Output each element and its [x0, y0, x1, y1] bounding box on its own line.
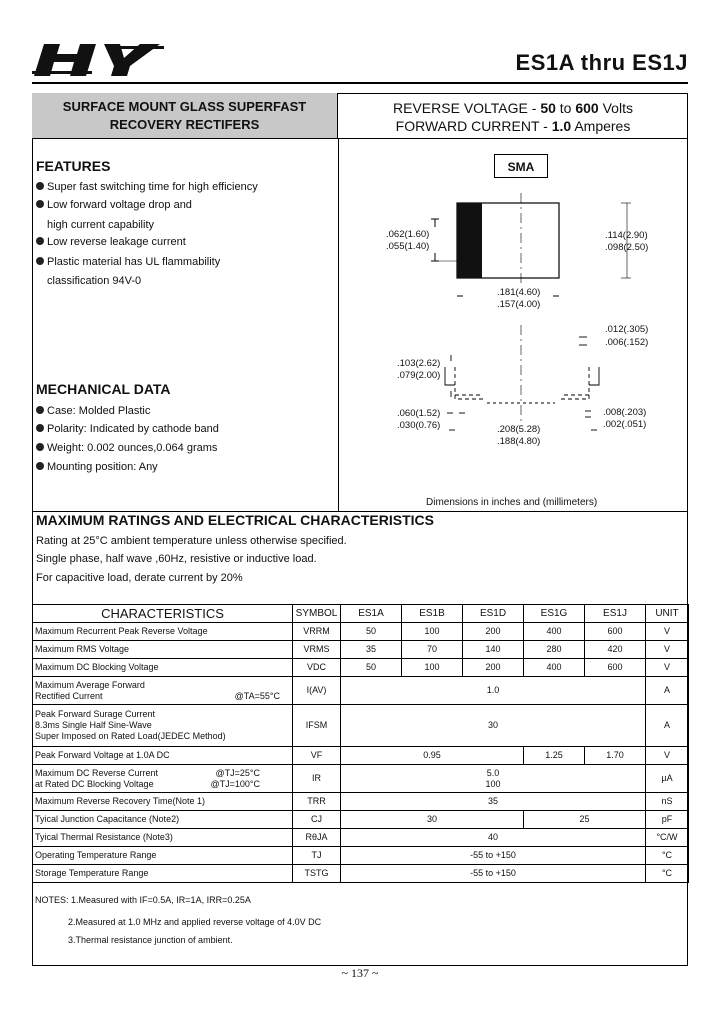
row-symbol: TSTG [293, 865, 341, 883]
bullet-icon [36, 406, 44, 414]
dimension-note: Dimensions in inches and (millimeters) [426, 497, 598, 508]
mechanical-text: Case: Molded Plastic [47, 405, 151, 417]
cell-value-line: 100 [485, 778, 501, 789]
row-symbol: IR [293, 765, 341, 793]
mechanical-item [36, 442, 217, 455]
row-label: Tyical Junction Capacitance (Note2) [33, 811, 293, 829]
table-row [33, 677, 689, 705]
table-row [33, 829, 689, 847]
row-label-line: Peak Forward Surage Current [35, 709, 156, 719]
header-symbol: SYMBOL [293, 605, 341, 623]
cell-value: 600 [585, 659, 646, 677]
row-label-line [35, 691, 290, 702]
forward-current-line [338, 117, 688, 135]
dim-lead-thickness-min: .006(.152) [605, 337, 649, 348]
forward-current-unit: Amperes [574, 118, 631, 134]
row-condition: @TJ=25°C [215, 767, 260, 778]
row-unit: A [646, 677, 689, 705]
dim-body-height-min: .098(2.50) [605, 242, 649, 253]
cell-value: 35 [341, 641, 402, 659]
package-outline-drawing [339, 185, 687, 495]
brand-logo [30, 40, 170, 80]
note-1: NOTES: 1.Measured with IF=0.5A, IR=1A, IRR=0.25A [35, 895, 251, 905]
bullet-icon [36, 200, 44, 208]
note-2: 2.Measured at 1.0 MHz and applied reverse voltage of 4.0V DC [68, 917, 322, 927]
row-symbol: VRRM [293, 623, 341, 641]
row-label-line: 8.3ms Single Half Sine-Wave [35, 720, 152, 730]
dim-body-height-max: .114(2.90) [605, 230, 648, 241]
page-number: ~ 137 ~ [341, 966, 379, 980]
cell-value: 400 [524, 623, 585, 641]
row-label: Maximum Recurrent Peak Reverse Voltage [33, 623, 293, 641]
row-unit: °C/W [646, 829, 689, 847]
ratings-heading: MAXIMUM RATINGS AND ELECTRICAL CHARACTERISTICS [36, 512, 434, 528]
cell-value-line: 5.0 [486, 767, 500, 778]
cell-value: 30 [341, 811, 524, 829]
dim-body-width-max: .181(4.60) [497, 287, 541, 298]
cell-value: 50 [341, 659, 402, 677]
reverse-voltage-to: to [559, 100, 572, 116]
cell-value: 600 [585, 623, 646, 641]
reverse-voltage-line [338, 99, 688, 117]
feature-item [36, 256, 220, 269]
mechanical-text: Polarity: Indicated by cathode band [47, 423, 219, 435]
bullet-icon [36, 424, 44, 432]
row-label: Operating Temperature Range [33, 847, 293, 865]
cell-value: 420 [585, 641, 646, 659]
bullet-icon [36, 257, 44, 265]
row-unit: µA [646, 765, 689, 793]
row-unit: V [646, 623, 689, 641]
bullet-icon [36, 182, 44, 190]
bullet-icon [36, 462, 44, 470]
bullet-icon [36, 443, 44, 451]
cell-value: -55 to +150 [341, 847, 646, 865]
row-label: Maximum DC Blocking Voltage [33, 659, 293, 677]
dim-height-max: .103(2.62) [397, 358, 441, 369]
table-row [33, 623, 689, 641]
cell-value: 1.70 [585, 747, 646, 765]
row-unit: A [646, 705, 689, 747]
reverse-voltage-min: 50 [540, 100, 556, 116]
table-row [33, 659, 689, 677]
feature-text: Super fast switching time for high efficiency [47, 181, 258, 193]
row-symbol: VRMS [293, 641, 341, 659]
dim-pad-max: .060(1.52) [397, 408, 441, 419]
row-unit: V [646, 659, 689, 677]
row-label-text: Rectified Current [35, 690, 103, 701]
table-row [33, 641, 689, 659]
dim-pad-min: .030(0.76) [397, 420, 441, 431]
reverse-voltage-unit: Volts [602, 100, 633, 116]
header-es1d: ES1D [463, 605, 524, 623]
table-row [33, 793, 689, 811]
dim-lead-thickness-max: .012(.305) [605, 324, 649, 335]
side-view [445, 325, 599, 430]
row-condition: @TJ=100°C [210, 778, 260, 789]
row-label-line: Maximum Average Forward [35, 679, 145, 690]
row-symbol: CJ [293, 811, 341, 829]
row-label-line [35, 768, 290, 779]
cell-value: 25 [524, 811, 646, 829]
note-3: 3.Thermal resistance junction of ambient. [68, 935, 233, 945]
characteristics-table [32, 604, 689, 883]
cell-value: 35 [341, 793, 646, 811]
feature-item [36, 199, 192, 212]
row-label [33, 765, 293, 793]
mechanical-item [36, 461, 158, 474]
header-unit: UNIT [646, 605, 689, 623]
row-label: Maximum RMS Voltage [33, 641, 293, 659]
cell-value: 100 [402, 623, 463, 641]
mechanical-item [36, 423, 219, 436]
row-symbol: RθJA [293, 829, 341, 847]
dim-body-width-min: .157(4.00) [497, 299, 541, 310]
mechanical-item [36, 405, 150, 418]
reverse-voltage-max: 600 [575, 100, 599, 116]
bullet-icon [36, 237, 44, 245]
header-es1b: ES1B [402, 605, 463, 623]
part-title: ES1A thru ES1J [515, 50, 688, 75]
dim-band-min: .055(1.40) [386, 241, 430, 252]
row-unit: V [646, 641, 689, 659]
row-symbol: TJ [293, 847, 341, 865]
feature-text: Low forward voltage drop and [47, 199, 192, 211]
rating-summary [338, 93, 688, 139]
cell-value: 40 [341, 829, 646, 847]
cell-value: 140 [463, 641, 524, 659]
row-label: Storage Temperature Range [33, 865, 293, 883]
row-label [33, 677, 293, 705]
table-row [33, 747, 689, 765]
reverse-voltage-label: REVERSE VOLTAGE - [393, 100, 537, 116]
cell-value [341, 765, 646, 793]
dim-band-max: .062(1.60) [386, 229, 430, 240]
feature-item-continued: high current capability [47, 219, 155, 231]
product-title-box [32, 93, 338, 139]
table-row [33, 847, 689, 865]
feature-text: Plastic material has UL flammability [47, 256, 221, 268]
row-label-line [35, 779, 290, 790]
row-unit: pF [646, 811, 689, 829]
cell-value: 30 [341, 705, 646, 747]
dim-height-min: .079(2.00) [397, 370, 441, 381]
table-row [33, 765, 689, 793]
header-rule [32, 82, 688, 84]
row-unit: °C [646, 847, 689, 865]
table-row [33, 811, 689, 829]
row-unit: nS [646, 793, 689, 811]
cell-value: 200 [463, 623, 524, 641]
cell-value: 280 [524, 641, 585, 659]
row-symbol: TRR [293, 793, 341, 811]
row-label: Peak Forward Voltage at 1.0A DC [33, 747, 293, 765]
row-symbol: VDC [293, 659, 341, 677]
row-label [33, 705, 293, 747]
row-unit: V [646, 747, 689, 765]
cell-value: 1.25 [524, 747, 585, 765]
row-symbol: VF [293, 747, 341, 765]
rating-condition: Single phase, half wave ,60Hz, resistive or inductive load. [36, 553, 317, 565]
dim-total-width-min: .188(4.80) [497, 436, 541, 447]
row-label-text: at Rated DC Blocking Voltage [35, 778, 154, 789]
row-label: Maximum Reverse Recovery Time(Note 1) [33, 793, 293, 811]
mechanical-text: Mounting position: Any [47, 461, 158, 473]
rating-condition: For capacitive load, derate current by 20% [36, 572, 243, 584]
cell-value: 400 [524, 659, 585, 677]
feature-item-continued: classification 94V-0 [47, 275, 142, 287]
package-name: SMA [494, 154, 548, 178]
row-label: Tyical Thermal Resistance (Note3) [33, 829, 293, 847]
top-view [431, 193, 631, 296]
product-title-line2: RECOVERY RECTIFERS [109, 117, 260, 132]
feature-text: Low reverse leakage current [47, 236, 186, 248]
row-symbol: IFSM [293, 705, 341, 747]
table-header-row [33, 605, 689, 623]
mechanical-heading: MECHANICAL DATA [36, 381, 171, 397]
cell-value: 70 [402, 641, 463, 659]
feature-item [36, 181, 258, 194]
table-row [33, 705, 689, 747]
row-label-line: Super Imposed on Rated Load(JEDEC Method) [35, 731, 226, 741]
cell-value: 200 [463, 659, 524, 677]
cell-value: 1.0 [341, 677, 646, 705]
feature-item [36, 236, 186, 249]
features-heading: FEATURES [36, 158, 111, 174]
forward-current-label: FORWARD CURRENT - [395, 118, 548, 134]
header-es1g: ES1G [524, 605, 585, 623]
header-es1a: ES1A [341, 605, 402, 623]
cell-value: -55 to +150 [341, 865, 646, 883]
forward-current-value: 1.0 [551, 118, 572, 134]
product-title-line1: SURFACE MOUNT GLASS SUPERFAST [62, 99, 307, 114]
dim-standoff-min: .002(.051) [603, 419, 647, 430]
header-characteristics: CHARACTERISTICS [33, 605, 293, 623]
rating-condition: Rating at 25°C ambient temperature unless otherwise specified. [36, 535, 347, 547]
table-row [33, 865, 689, 883]
mechanical-text: Weight: 0.002 ounces,0.064 grams [47, 442, 218, 454]
cell-value: 0.95 [341, 747, 524, 765]
row-label-text: Maximum DC Reverse Current [35, 767, 159, 778]
dim-standoff-max: .008(.203) [603, 407, 647, 418]
row-symbol: I(AV) [293, 677, 341, 705]
row-unit: °C [646, 865, 689, 883]
row-condition: @TA=55°C [234, 690, 280, 701]
cell-value: 50 [341, 623, 402, 641]
header-es1j: ES1J [585, 605, 646, 623]
dim-total-width-max: .208(5.28) [497, 424, 541, 435]
cell-value: 100 [402, 659, 463, 677]
